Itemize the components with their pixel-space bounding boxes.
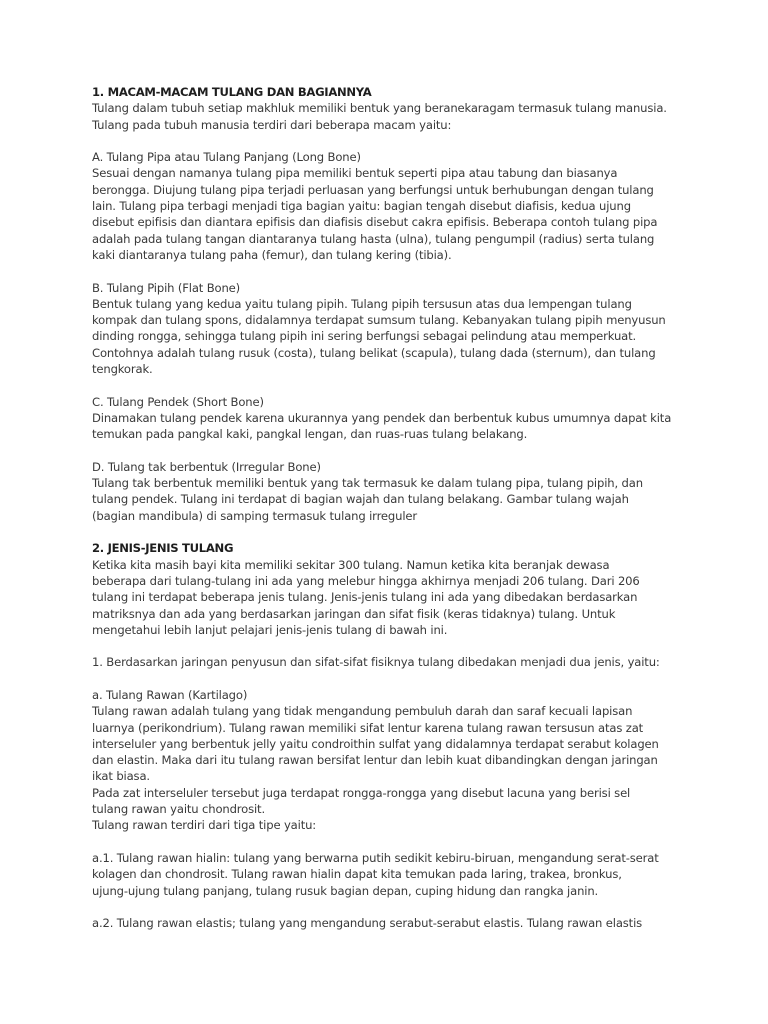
text-line: Pada zat interseluler tersebut juga terdapat rongga-rongga yang disebut lacuna yang berisi sel <box>92 785 631 800</box>
section-heading: 2. JENIS-JENIS TULANG <box>92 541 234 556</box>
text-line: dan elastin. Maka dari itu tulang rawan bersifat lentur dan lebih kuat dibandingkan dengan jaringan <box>92 753 658 768</box>
blank-line <box>92 671 692 687</box>
text-line: matriksnya dan ada yang berdasarkan jaringan dan sifat fisik (keras tidaknya) tulang. Untuk <box>92 606 616 621</box>
blank-line <box>92 133 692 149</box>
text-line: B. Tulang Pipih (Flat Bone) <box>92 280 241 295</box>
text-line: Tulang rawan terdiri dari tiga tipe yaitu: <box>92 818 317 833</box>
document-page <box>92 84 692 931</box>
text-line: kolagen dan chondrosit. Tulang rawan hialin dapat kita temukan pada laring, trakea, bronkus, <box>92 867 622 882</box>
blank-line <box>92 834 692 850</box>
text-line: Contohnya adalah tulang rusuk (costa), tulang belikat (scapula), tulang dada (sternum), dan tulang <box>92 345 656 360</box>
blank-line <box>92 524 692 540</box>
text-line: Tulang tak berbentuk memiliki bentuk yang tak termasuk ke dalam tulang pipa, tulang pipih, dan <box>92 476 643 491</box>
blank-line <box>92 899 692 915</box>
text-line: ujung-ujung tulang panjang, tulang rusuk bagian depan, cuping hidung dan rangka janin. <box>92 883 599 898</box>
text-line: beberapa dari tulang-tulang ini ada yang melebur hingga akhirnya menjadi 206 tulang. Dari 206 <box>92 573 640 588</box>
text-line: kompak dan tulang spons, didalamnya terdapat sumsum tulang. Kebanyakan tulang pipih menyusun <box>92 313 666 328</box>
blank-line <box>92 263 692 279</box>
text-line: mengetahui lebih lanjut pelajari jenis-jenis tulang di bawah ini. <box>92 622 448 637</box>
text-line: Sesuai dengan namanya tulang pipa memiliki bentuk seperti pipa atau tabung dan biasanya <box>92 166 618 181</box>
text-line: a.2. Tulang rawan elastis; tulang yang mengandung serabut-serabut elastis. Tulang rawan elastis <box>92 916 643 931</box>
text-line: C. Tulang Pendek (Short Bone) <box>92 394 264 409</box>
text-line: berongga. Diujung tulang pipa terjadi perluasan yang berfungsi untuk berhubungan dengan tulang <box>92 182 654 197</box>
text-line: ikat biasa. <box>92 769 150 784</box>
text-line: Ketika kita masih bayi kita memiliki sekitar 300 tulang. Namun ketika kita beranjak dewasa <box>92 557 610 572</box>
text-line: 1. Berdasarkan jaringan penyusun dan sifat-sifat fisiknya tulang dibedakan menjadi dua jenis, yaitu: <box>92 655 660 670</box>
text-line: Tulang pada tubuh manusia terdiri dari beberapa macam yaitu: <box>92 117 452 132</box>
text-line: Dinamakan tulang pendek karena ukurannya yang pendek dan berbentuk kubus umumnya dapat kita <box>92 410 672 425</box>
text-line: Bentuk tulang yang kedua yaitu tulang pipih. Tulang pipih tersusun atas dua lempengan tulang <box>92 296 632 311</box>
text-line: Tulang dalam tubuh setiap makhluk memiliki bentuk yang beranekaragam termasuk tulang manusia. <box>92 101 667 116</box>
text-line: dinding rongga, sehingga tulang pipih ini sering berfungsi sebagai pelindung atau memperkuat. <box>92 329 637 344</box>
text-line: lain. Tulang pipa terbagi menjadi tiga bagian yaitu: bagian tengah disebut diafisis, kedua ujung <box>92 199 631 214</box>
blank-line <box>92 443 692 459</box>
text-line: tulang pendek. Tulang ini terdapat di bagian wajah dan tulang belakang. Gambar tulang wajah <box>92 492 629 507</box>
text-line: kaki diantaranya tulang paha (femur), dan tulang kering (tibia). <box>92 247 452 262</box>
text-line: luarnya (perikondrium). Tulang rawan memiliki sifat lentur karena tulang rawan tersusun atas zat <box>92 720 644 735</box>
text-line: A. Tulang Pipa atau Tulang Panjang (Long Bone) <box>92 150 361 165</box>
text-line: interseluler yang berbentuk jelly yaitu condroithin sulfat yang didalamnya terdapat serabut kolagen <box>92 736 659 751</box>
text-line: tulang ini terdapat beberapa jenis tulang. Jenis-jenis tulang ini ada yang dibedakan berdasarkan <box>92 590 638 605</box>
text-line: a.1. Tulang rawan hialin: tulang yang berwarna putih sedikit kebiru-biruan, mengandung serat-serat <box>92 850 659 865</box>
text-line: temukan pada pangkal kaki, pangkal lengan, dan ruas-ruas tulang belakang. <box>92 427 528 442</box>
text-line: a. Tulang Rawan (Kartilago) <box>92 687 248 702</box>
section-heading: 1. MACAM-MACAM TULANG DAN BAGIANNYA <box>92 85 372 99</box>
blank-line <box>92 638 692 654</box>
text-line: tulang rawan yaitu chondrosit. <box>92 802 265 817</box>
blank-line <box>92 377 692 393</box>
text-line: tengkorak. <box>92 362 153 377</box>
text-line: D. Tulang tak berbentuk (Irregular Bone) <box>92 459 321 474</box>
text-line: Tulang rawan adalah tulang yang tidak mengandung pembuluh darah dan saraf kecuali lapisan <box>92 704 633 719</box>
text-line: disebut epifisis dan diantara epifisis dan diafisis disebut cakra epifisis. Beberapa contoh tulang pipa <box>92 215 658 230</box>
text-line: (bagian mandibula) di samping termasuk tulang irreguler <box>92 508 417 523</box>
text-line: adalah pada tulang tangan diantaranya tulang hasta (ulna), tulang pengumpil (radius) serta tulang <box>92 231 655 246</box>
